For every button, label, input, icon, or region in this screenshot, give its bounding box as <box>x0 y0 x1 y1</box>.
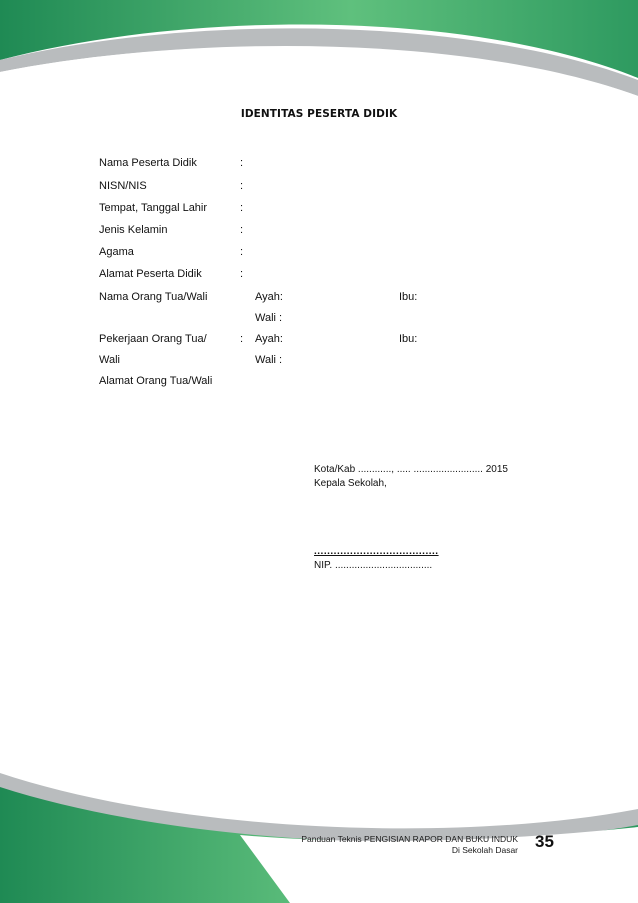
ayah-label: Ayah: <box>255 291 283 303</box>
wali-label: Wali : <box>255 354 283 366</box>
signer-position: Kepala Sekolah, <box>314 478 387 489</box>
signature-block <box>314 463 508 573</box>
field-label-continued: Wali <box>99 354 120 366</box>
footer-caption <box>290 834 518 856</box>
ayah-label: Ayah: <box>255 333 283 345</box>
document-title: IDENTITAS PESERTA DIDIK <box>240 108 398 120</box>
field-colon: : <box>240 224 244 236</box>
field-label: Tempat, Tanggal Lahir <box>99 202 208 214</box>
field-label: Nama Peserta Didik <box>99 157 197 169</box>
signer-name-line: ...................................... <box>314 546 439 557</box>
page-number: 35 <box>535 832 554 851</box>
place-date-line: Kota/Kab ............, ..... ......................... 2015 <box>314 464 508 475</box>
field-label: Pekerjaan Orang Tua/ <box>99 333 207 345</box>
field-label: Nama Orang Tua/Wali <box>99 291 208 303</box>
footer-title: Panduan Teknis PENGISIAN RAPOR DAN BUKU INDUK <box>301 834 518 844</box>
field-colon: : <box>240 180 244 192</box>
field-label: Agama <box>99 246 134 258</box>
field-colon: : <box>240 333 244 345</box>
field-label: Alamat Peserta Didik <box>99 268 202 280</box>
nip-line: NIP. ................................... <box>314 560 433 571</box>
field-colon: : <box>240 157 244 169</box>
field-colon: : <box>240 202 244 214</box>
field-colon: : <box>240 246 244 258</box>
field-label: NISN/NIS <box>99 180 147 192</box>
wali-label: Wali : <box>255 312 283 324</box>
field-colon: : <box>240 268 244 280</box>
footer-subtitle: Di Sekolah Dasar <box>451 845 518 855</box>
ibu-label: Ibu: <box>399 333 418 345</box>
field-label: Jenis Kelamin <box>99 224 168 236</box>
ibu-label: Ibu: <box>399 291 418 303</box>
header-wave-decoration <box>0 0 638 120</box>
field-label: Alamat Orang Tua/Wali <box>99 375 213 387</box>
